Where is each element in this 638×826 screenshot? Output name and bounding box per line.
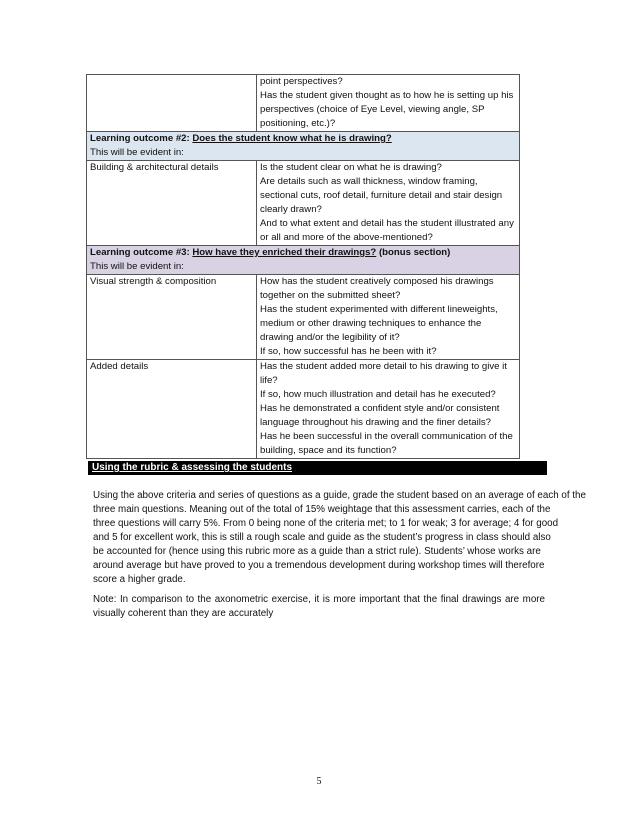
- question-line: together on the submitted sheet?: [260, 290, 401, 301]
- table-row-continued: [87, 75, 520, 132]
- questions-cell: [257, 360, 520, 459]
- question-line: building, space and its function?: [260, 445, 397, 456]
- note-paragraph: [93, 593, 545, 621]
- question-line: drawing and/or the legibility of it?: [260, 332, 400, 343]
- paragraph-line: be accounted for (hence using this rubric more as a guide than a strict rule). Students’ whose works are: [93, 546, 541, 557]
- criteria-label: Added details: [87, 360, 257, 459]
- learning-outcome-2-row: [87, 132, 520, 161]
- table-row-building: [87, 161, 520, 246]
- outcome-prefix: Learning outcome #2:: [90, 133, 193, 144]
- criteria-label: Visual strength & composition: [87, 275, 257, 360]
- question-line: Is the student clear on what he is drawing?: [260, 162, 442, 173]
- empty-criteria-cell: [87, 75, 257, 132]
- question-line: Are details such as wall thickness, window framing,: [260, 176, 478, 187]
- section-heading: Using the rubric & assessing the students: [92, 462, 293, 473]
- table-row-visual: [87, 275, 520, 360]
- page-number: 5: [316, 776, 322, 787]
- question-line: Has the student given thought as to how he is setting up his: [260, 90, 514, 101]
- question-line: clearly drawn?: [260, 204, 322, 215]
- grading-paragraph: [93, 489, 586, 587]
- question-line: How has the student creatively composed his drawings: [260, 276, 494, 287]
- evident-label: This will be evident in:: [90, 261, 184, 272]
- paragraph-line: visually coherent than they are accurately: [93, 608, 274, 619]
- paragraph-line: around average but have proved to you a tremendous development during workshop times will therefore: [93, 560, 545, 571]
- question-line: Has he been successful in the overall communication of the: [260, 431, 513, 442]
- questions-cell: [257, 75, 520, 132]
- question-line: or all and more of the above-mentioned?: [260, 232, 433, 243]
- question-line: medium or other drawing techniques to enhance the: [260, 318, 482, 329]
- paragraph-line: and 5 for excellent work, this is still a rough scale and guide as the student’s progress in class should also: [93, 532, 551, 543]
- paragraph-line: Using the above criteria and series of questions as a guide, grade the student based on an average of each of the: [93, 490, 586, 501]
- question-line: positioning, etc.)?: [260, 118, 336, 129]
- question-line: If so, how successful has he been with it?: [260, 346, 437, 357]
- question-line: Has he demonstrated a confident style and/or consistent: [260, 403, 500, 414]
- questions-cell: [257, 275, 520, 360]
- questions-cell: [257, 161, 520, 246]
- outcome-question: Does the student know what he is drawing?: [192, 133, 392, 144]
- rubric-table: [86, 74, 520, 459]
- paragraph-line: three questions will carry 5%. From 0 being none of the criteria met; to 1 for weak; 3 for average; 4 for good: [93, 518, 559, 529]
- question-line: Has the student added more detail to his drawing to give it: [260, 361, 507, 372]
- learning-outcome-2-header: [87, 132, 520, 161]
- paragraph-line: Note: In comparison to the axonometric exercise, it is more important that the final drawings are more: [93, 594, 545, 605]
- question-line: point perspectives?: [260, 76, 343, 87]
- question-line: language throughout his drawing and the finer details?: [260, 417, 491, 428]
- outcome-prefix: Learning outcome #3:: [90, 247, 193, 258]
- outcome-suffix: (bonus section): [376, 247, 451, 258]
- paragraph-line: three main questions. Meaning out of the total of 15% weightage that this assessment carries, each of the: [93, 504, 551, 515]
- question-line: sectional cuts, roof detail, furniture detail and stair design: [260, 190, 503, 201]
- question-line: perspectives (choice of Eye Level, viewing angle, SP: [260, 104, 485, 115]
- question-line: If so, how much illustration and detail has he executed?: [260, 389, 496, 400]
- section-heading-bar: [88, 461, 547, 475]
- outcome-question: How have they enriched their drawings?: [192, 247, 377, 258]
- table-row-added: [87, 360, 520, 459]
- learning-outcome-3-row: [87, 246, 520, 275]
- evident-label: This will be evident in:: [90, 147, 184, 158]
- question-line: Has the student experimented with different lineweights,: [260, 304, 498, 315]
- question-line: life?: [260, 375, 278, 386]
- question-line: And to what extent and detail has the student illustrated any: [260, 218, 514, 229]
- learning-outcome-3-header: [87, 246, 520, 275]
- paragraph-line: score a higher grade.: [93, 574, 186, 585]
- criteria-label: Building & architectural details: [87, 161, 257, 246]
